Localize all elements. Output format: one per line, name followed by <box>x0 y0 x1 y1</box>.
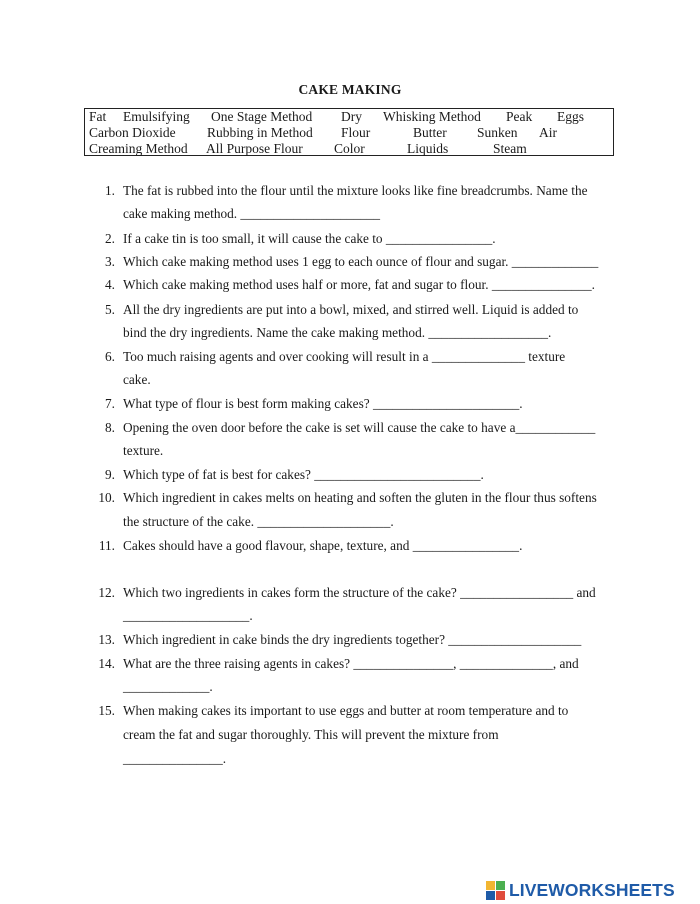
question-text: Which ingredient in cakes melts on heating and soften the gluten in the flour thus softens <box>123 490 597 505</box>
question-number: 15. <box>98 703 115 718</box>
word-bank-word: All Purpose Flour <box>206 141 303 156</box>
word-bank-word: Air <box>539 125 557 140</box>
word-bank-word: Flour <box>341 125 371 140</box>
question-number: 3. <box>105 254 115 269</box>
question-text: cream the fat and sugar thoroughly. This will prevent the mixture from <box>123 727 499 742</box>
liveworksheets-logo-icon <box>486 881 507 900</box>
question-text: _______________. <box>123 751 227 766</box>
question-text: The fat is rubbed into the flour until the mixture looks like fine breadcrumbs. Name the <box>123 183 588 198</box>
question-text: When making cakes its important to use eggs and butter at room temperature and to <box>123 703 569 718</box>
liveworksheets-brand: LIVEWORKSHEETS <box>509 879 675 900</box>
question-text: Which type of fat is best for cakes? _________________________. <box>123 467 484 482</box>
question-number: 7. <box>105 396 115 411</box>
question-number: 6. <box>105 349 115 364</box>
question-number: 13. <box>98 632 115 647</box>
question-number: 14. <box>98 656 115 671</box>
question-number: 9. <box>105 467 115 482</box>
question-number: 11. <box>98 538 115 553</box>
question-number: 10. <box>98 490 115 505</box>
question-number: 5. <box>105 302 115 317</box>
worksheet-title: CAKE MAKING <box>298 82 402 97</box>
word-bank-word: Sunken <box>477 125 518 140</box>
word-bank-word: Steam <box>493 141 527 156</box>
word-bank-word: Dry <box>341 109 362 124</box>
question-text: What type of flour is best form making cakes? ______________________. <box>123 396 523 411</box>
question-text: bind the dry ingredients. Name the cake making method. __________________. <box>123 325 552 340</box>
question-text: ___________________. <box>123 608 253 623</box>
question-text: _____________. <box>123 679 213 694</box>
question-text: Which cake making method uses half or more, fat and sugar to flour. _______________. <box>123 277 595 292</box>
question-text: Too much raising agents and over cooking will result in a ______________ texture <box>123 349 566 364</box>
word-bank-word: Rubbing in Method <box>207 125 313 140</box>
question-text: texture. <box>123 443 164 458</box>
liveworksheets-footer <box>486 878 700 902</box>
word-bank-word: Whisking Method <box>383 109 481 124</box>
question-text: cake making method. _____________________ <box>123 206 381 221</box>
word-bank-word: One Stage Method <box>211 109 313 124</box>
question-number: 2. <box>105 231 115 246</box>
question-text: What are the three raising agents in cakes? _______________, ______________, and <box>123 656 579 671</box>
word-bank-word: Fat <box>89 109 107 124</box>
question-text: If a cake tin is too small, it will cause the cake to ________________. <box>123 231 496 246</box>
word-bank-word: Creaming Method <box>89 141 188 156</box>
word-bank-word: Emulsifying <box>123 109 190 124</box>
question-text: Cakes should have a good flavour, shape, texture, and ________________. <box>123 538 523 553</box>
question-text: Which ingredient in cake binds the dry ingredients together? ____________________ <box>123 632 582 647</box>
question-number: 8. <box>105 420 115 435</box>
question-text: cake. <box>123 372 151 387</box>
question-text: Opening the oven door before the cake is set will cause the cake to have a____________ <box>123 420 596 435</box>
word-bank-word: Liquids <box>407 141 449 156</box>
question-number: 4. <box>105 277 115 292</box>
word-bank-word: Color <box>334 141 365 156</box>
word-bank-word: Peak <box>506 109 533 124</box>
question-text: All the dry ingredients are put into a bowl, mixed, and stirred well. Liquid is added to <box>123 302 579 317</box>
question-text: Which two ingredients in cakes form the structure of the cake? _________________ and <box>123 585 596 600</box>
question-number: 1. <box>105 183 115 198</box>
question-text: the structure of the cake. ____________________. <box>123 514 394 529</box>
question-text: Which cake making method uses 1 egg to each ounce of flour and sugar. _____________ <box>123 254 599 269</box>
word-bank-word: Carbon Dioxide <box>89 125 176 140</box>
word-bank-word: Eggs <box>557 109 584 124</box>
word-bank-word: Butter <box>413 125 447 140</box>
question-number: 12. <box>98 585 115 600</box>
